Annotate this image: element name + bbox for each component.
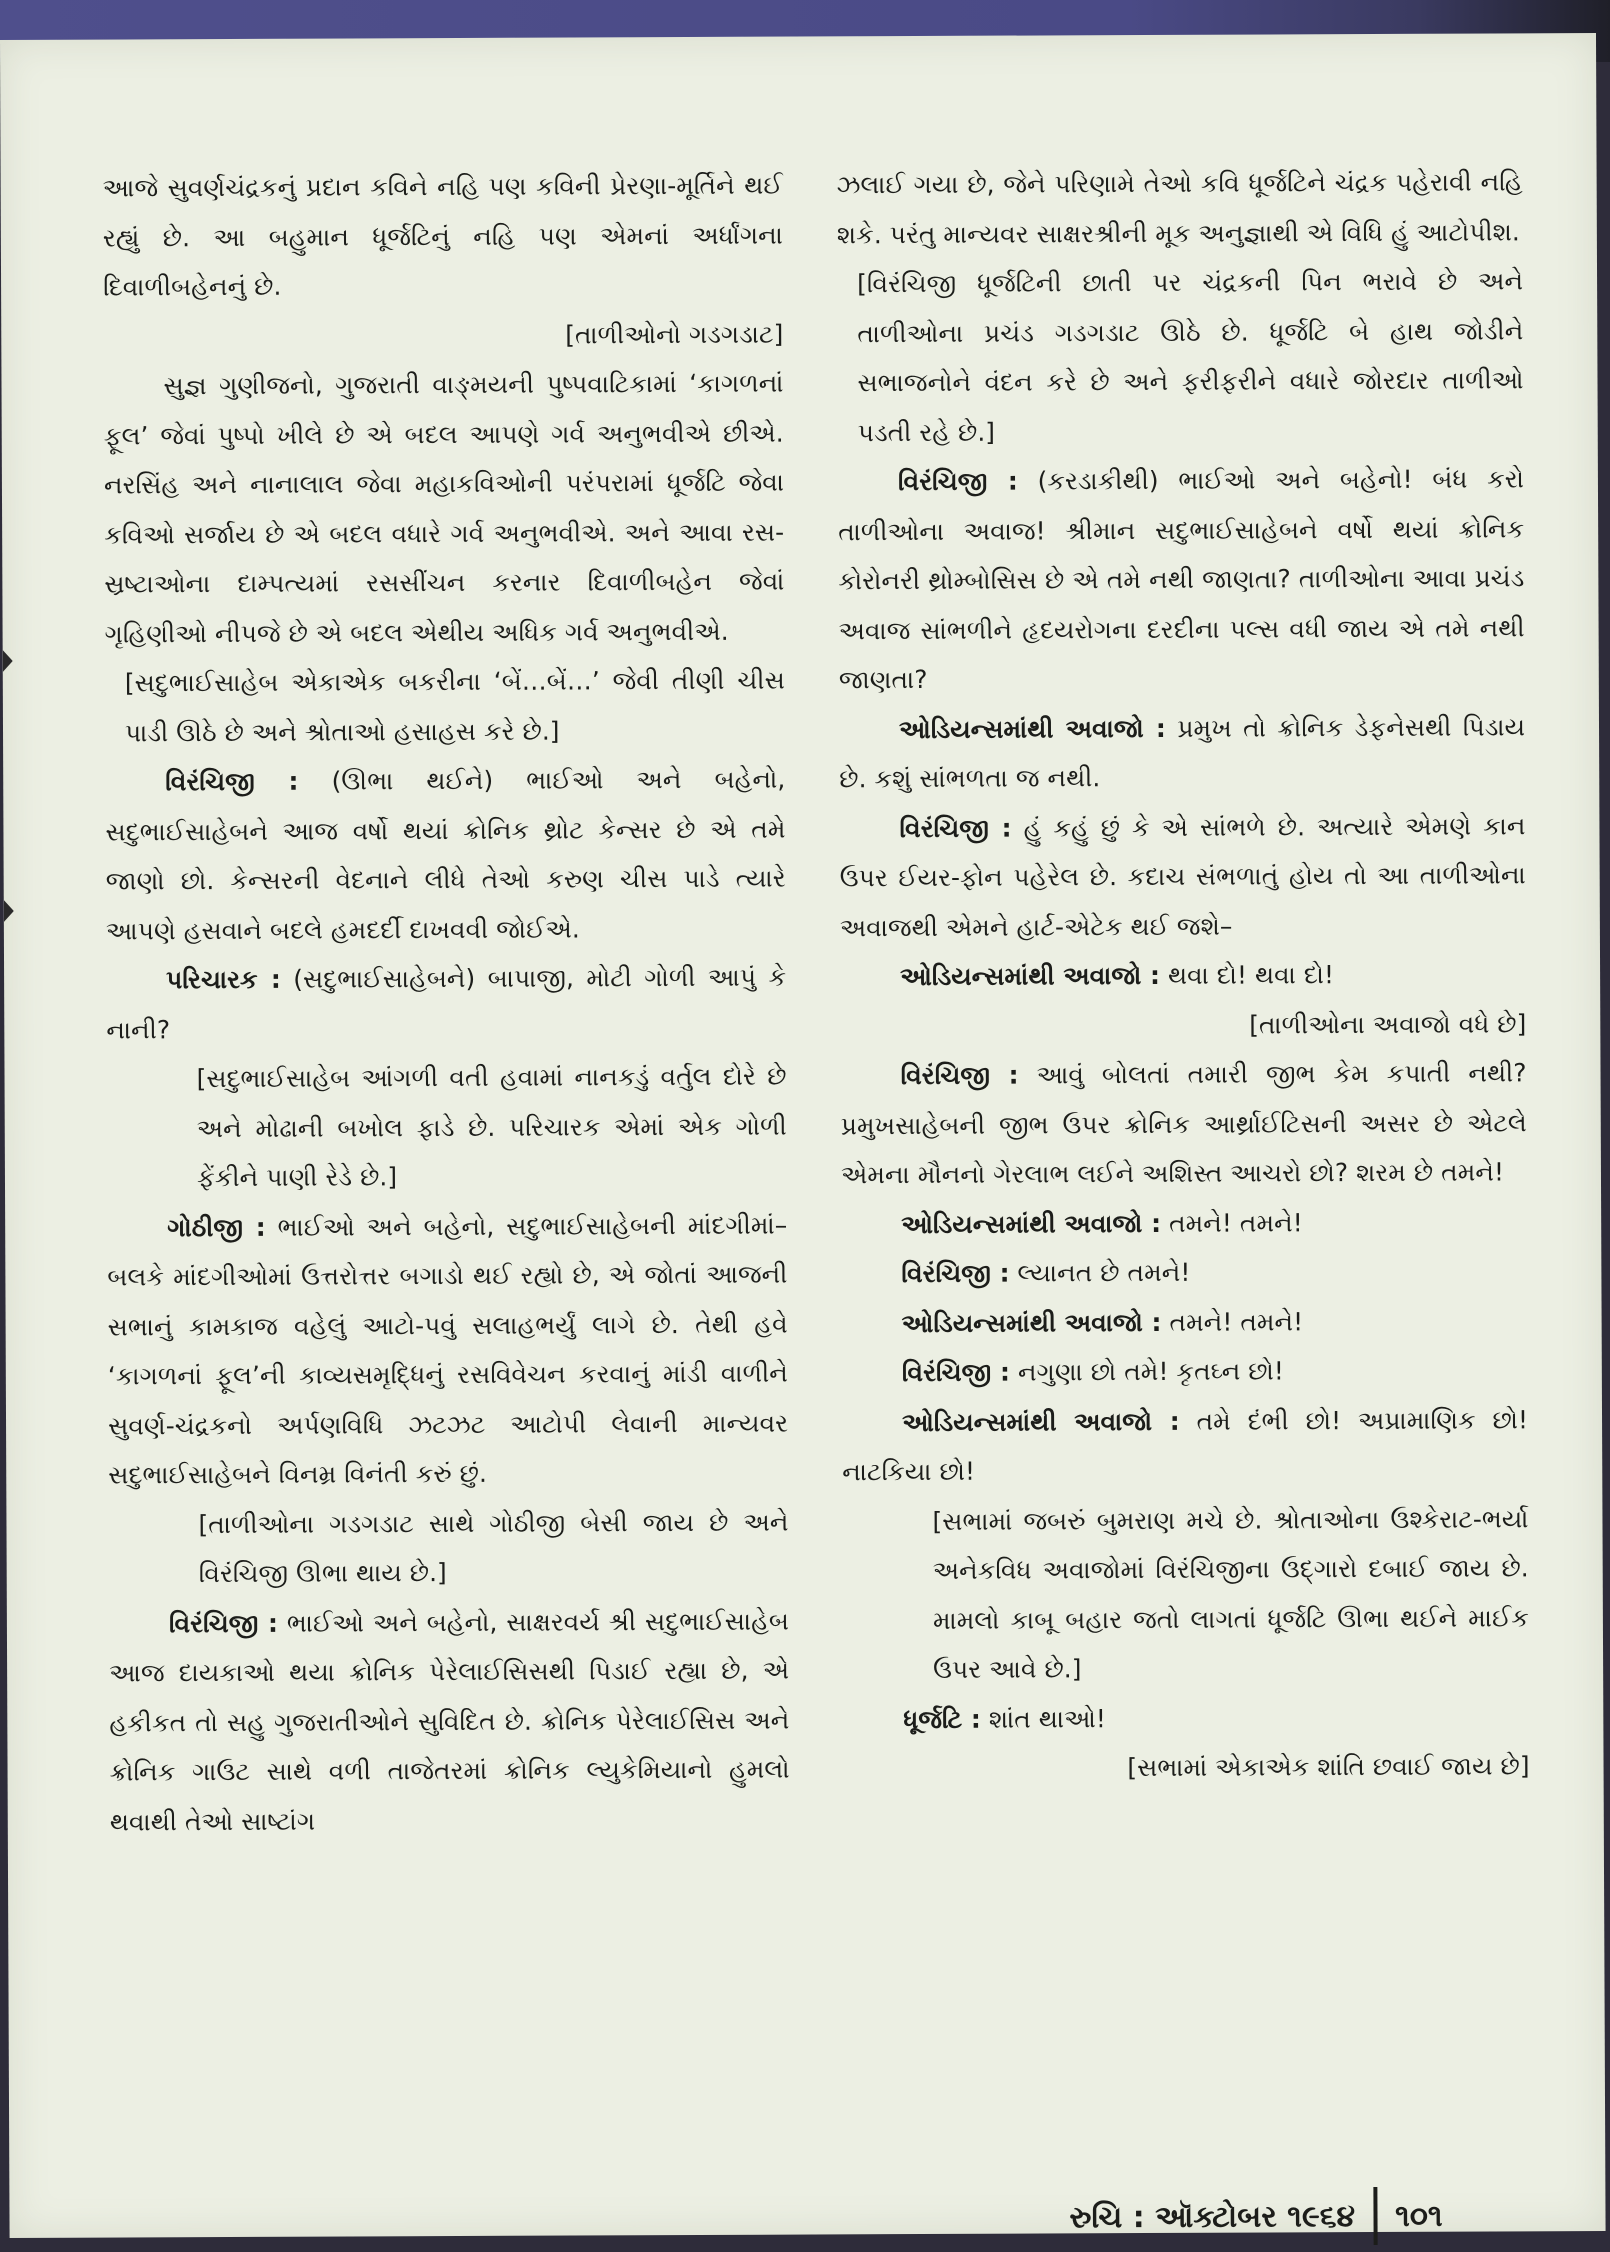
paragraph-text: ભાઈઓ અને બહેનો, સદુભાઈસાહેબની માંદગીમાં–બલકે માંદગીઓમાં ઉત્તરોત્તર બગાડો થઈ રહ્યો છે, એ જોતાં આજની સભાનું કામકાજ વહેલું આટો-પવું સલાહભર્યું લાગે છે. તેથી હવે ‘કાગળનાં ફૂલ’ની કાવ્યસમૃદ્ધિનું રસવિવેચન કરવાનું માંડી વાળીને સુવર્ણ-ચંદ્રકનો અર્પણવિધિ ઝટઝટ આટોપી લેવાની માન્યવર સદુભાઈસાહેબને વિનમ્ર વિનંતી કરું છું. bbox=[107, 1210, 789, 1490]
dialogue-paragraph bbox=[840, 949, 1526, 1001]
dialogue-paragraph bbox=[109, 1596, 790, 1846]
stage-direction: [સદુભાઈસાહેબ આંગળી વતી હવામાં નાનકડું વર્તુલ દોરે છે અને મોઢાની બખોલ ફાડે છે. પરિચારક એમાં એક ગોળી ફેંકીને પાણી રેડે છે.] bbox=[196, 1061, 787, 1193]
paragraph-text: નગુણા છો તમે! કૃતઘ્ન છો! bbox=[1009, 1356, 1284, 1387]
speaker-name: વિરંચિજી : bbox=[168, 1608, 279, 1638]
dialogue-paragraph bbox=[838, 454, 1525, 704]
speaker-name: વિરંચિજી : bbox=[901, 1357, 1011, 1388]
paragraph-text: તમને! તમને! bbox=[1161, 1207, 1303, 1238]
dialogue-paragraph bbox=[841, 1197, 1527, 1249]
speaker-name: વિરંચિજી : bbox=[900, 1060, 1019, 1091]
dialogue-paragraph bbox=[842, 1345, 1528, 1397]
speaker-name: ઓડિયન્સમાંથી અવાજો : bbox=[898, 713, 1166, 744]
dialogue-paragraph bbox=[841, 1246, 1527, 1298]
paragraph-text: સુજ્ઞ ગુણીજનો, ગુજરાતી વાઙ્‌મયની પુષ્પવાટિકામાં ‘કાગળનાં ફૂલ’ જેવાં પુષ્પો ખીલે છે એ બદલ આપણે ગર્વ અનુભવીએ છીએ. નરસિંહ અને નાનાલાલ જેવા મહાકવિઓની પરંપરામાં ધૂર્જટિ જેવા કવિઓ સર્જાય છે એ બદલ વધારે ગર્વ અનુભવીએ. અને આવા રસ-સ્રષ્ટાઓના દામ્પત્યમાં રસસીંચન કરનાર દિવાળીબહેન જેવાં ગૃહિણીઓ નીપજે છે એ બદલ એથીય અધિક ગર્વ અનુભવીએ. bbox=[103, 368, 785, 649]
dialogue-paragraph bbox=[842, 1296, 1528, 1348]
dialogue-paragraph bbox=[103, 359, 784, 659]
dialogue-paragraph bbox=[105, 755, 786, 956]
paragraph-text: પ્રમુખ તો ક્રોનિક ડેફનેસથી પિડાય છે. કશું સાંભળતા જ નથી. bbox=[839, 711, 1526, 794]
dialogue-paragraph bbox=[103, 161, 784, 312]
margin-mark bbox=[4, 900, 14, 922]
stage-direction: [સદુભાઈસાહેબ એકાએક બકરીના ‘બેં…બેં…’ જેવી તીણી ચીસ પાડી ઊઠે છે અને શ્રોતાઓ હસાહસ કરે છે.] bbox=[124, 665, 785, 747]
paragraph-text: આજે સુવર્ણચંદ્રકનું પ્રદાન કવિને નહિ પણ કવિની પ્રેરણા-મૂર્તિને થઈ રહ્યું છે. આ બહુમાન ધૂર્જટિનું નહિ પણ એમનાં અર્ધાંગના દિવાળીબહેનનું છે. bbox=[102, 170, 783, 302]
paragraph-text: લ્યાનત છે તમને! bbox=[1009, 1257, 1191, 1288]
stage-direction: [સભામાં એકાએક શાંતિ છવાઈ જાય છે] bbox=[1127, 1751, 1530, 1783]
magazine-page bbox=[0, 33, 1606, 2238]
paragraph-text: તમે દંભી છો! અપ્રામાણિક છો! નાટકિયા છો! bbox=[842, 1404, 1529, 1487]
paragraph-text: (ઊભા થઈને) ભાઈઓ અને બહેનો, સદુભાઈસાહેબને આજ વર્ષો થયાં ક્રોનિક થ્રોટ કેન્સર છે એ તમે જાણો છો. કેન્સરની વેદનાને લીધે તેઓ કરુણ ચીસ પાડે ત્યારે આપણે હસવાને બદલે હમદર્દી દાખવવી જોઈએ. bbox=[105, 764, 786, 946]
speaker-name: વિરંચિજી : bbox=[901, 1258, 1010, 1289]
dialogue-paragraph bbox=[842, 1395, 1528, 1497]
paragraph-text: આવું બોલતાં તમારી જીભ કેમ કપાતી નથી? પ્રમુખસાહેબની જીભ ઉપર ક્રોનિક આર્થ્રાઈટિસની અસર છે એટલે એમના મૌનનો ગેરલાભ લઈને અશિસ્ત આચરો છો? શરમ છે તમને! bbox=[840, 1058, 1527, 1190]
left-column bbox=[103, 161, 790, 1847]
paragraph-text: (સદુભાઈસાહેબને) બાપાજી, મોટી ગોળી આપું કે નાની? bbox=[106, 962, 787, 1045]
speaker-name: ઓડિયન્સમાંથી અવાજો : bbox=[901, 1208, 1162, 1239]
paragraph-text: ભાઈઓ અને બહેનો, સાક્ષરવર્ય શ્રી સદુભાઈસાહેબ આજ દાયકાઓ થયા ક્રોનિક પેરેલાઈસિસથી પિડાઈ રહ્યા છે, એ હકીકત તો સહુ ગુજરાતીઓને સુવિદિત છે. ક્રોનિક પેરેલાઈસિસ અને ક્રોનિક ગાઉટ સાથે વળી તાજેતરમાં ક્રોનિક લ્યુકેમિયાનો હુમલો થવાથી તેઓ સાષ્ટાંગ bbox=[109, 1606, 790, 1837]
speaker-name: ગોઠીજી : bbox=[167, 1212, 266, 1242]
stage-direction: [તાળીઓના અવાજો વધે છે] bbox=[1249, 1008, 1527, 1040]
publication-info: રુચિ : ઑક્ટોબર ૧૯૬૪ bbox=[1069, 2198, 1356, 2235]
stage-direction: [તાળીઓનો ગડગડાટ] bbox=[565, 319, 784, 350]
paragraph-text: (કરડાકીથી) ભાઈઓ અને બહેનો! બંધ કરો તાળીઓના અવાજ! શ્રીમાન સદુભાઈસાહેબને વર્ષો થયાં ક્રોનિક કોરોનરી થ્રોમ્બોસિસ છે એ તમે નથી જાણતા? તાળીઓના આવા પ્રચંડ અવાજ સાંભળીને હૃદયરોગના દરદીના પલ્સ વધી જાય એ તમે નથી જાણતા? bbox=[838, 464, 1525, 695]
paragraph-text: થવા દો! થવા દો! bbox=[1159, 960, 1335, 990]
margin-mark bbox=[3, 650, 13, 672]
page-number: ૧૦૧ bbox=[1395, 2198, 1443, 2234]
dialogue-paragraph bbox=[843, 1692, 1529, 1744]
page-footer bbox=[1069, 2186, 1442, 2248]
speaker-name: ધૂર્જટિ : bbox=[903, 1704, 981, 1734]
dialogue-paragraph bbox=[839, 702, 1525, 804]
dialogue-paragraph bbox=[107, 1200, 788, 1500]
paragraph-text: હું કહું છું કે એ સાંભળે છે. અત્યારે એમણે કાન ઉપર ઈયર-ફોન પહેરેલ છે. કદાચ સંભળાતું હોય તો આ તાળીઓના અવાજથી એમને હાર્ટ-એટેક થઈ જશે– bbox=[839, 810, 1526, 942]
speaker-name: વિરંચિજી : bbox=[899, 813, 1012, 843]
speaker-name: વિરંચિજી : bbox=[897, 466, 1018, 497]
speaker-name: પરિચારક : bbox=[166, 964, 281, 995]
speaker-name: ઓડિયન્સમાંથી અવાજો : bbox=[901, 1406, 1180, 1437]
footer-divider bbox=[1373, 2187, 1377, 2245]
dialogue-paragraph bbox=[106, 953, 786, 1055]
stage-direction: [તાળીઓના ગડગડાટ સાથે ગોઠીજી બેસી જાય છે અને વિરંચિજી ઊભા થાય છે.] bbox=[198, 1507, 789, 1589]
speaker-name: વિરંચિજી : bbox=[165, 766, 299, 797]
speaker-name: ઓડિયન્સમાંથી અવાજો : bbox=[901, 1307, 1162, 1338]
paragraph-text: તમને! તમને! bbox=[1161, 1306, 1304, 1337]
speaker-name: ઓડિયન્સમાંથી અવાજો : bbox=[900, 960, 1161, 992]
stage-direction: [વિરંચિજી ધૂર્જટિની છાતી પર ચંદ્રકની પિન ભરાવે છે અને તાળીઓના પ્રચંડ ગડગડાટ ઊઠે છે. ધૂર્જટિ બે હાથ જોડીને સભાજનોને વંદન કરે છે અને ફરીફરીને વધારે જોરદાર તાળીઓ પડતી રહે છે.] bbox=[857, 266, 1524, 447]
dialogue-paragraph bbox=[840, 1048, 1527, 1199]
paragraph-text: શાંત થાઓ! bbox=[980, 1703, 1106, 1734]
stage-direction: [સભામાં જબરું બુમરાણ મચે છે. શ્રોતાઓના ઉશ્કેરાટ-ભર્યા અનેકવિધ અવાજોમાં વિરંચિજીના ઉદ્ગારો દબાઈ જાય છે. મામલો કાબૂ બહાર જતો લાગતાં ધૂર્જટિ ઊભા થઈને માઈક ઉપર આવે છે.] bbox=[932, 1503, 1529, 1684]
dialogue-paragraph bbox=[837, 157, 1523, 259]
paragraph-text: ઝલાઈ ગયા છે, જેને પરિણામે તેઓ કવિ ધૂર્જટિને ચંદ્રક પહેરાવી નહિ શકે. પરંતુ માન્યવર સાક્ષરશ્રીની મૂક અનુજ્ઞાથી એ વિધિ હું આટોપીશ. bbox=[836, 167, 1523, 249]
right-column bbox=[837, 157, 1530, 1793]
dialogue-paragraph bbox=[839, 801, 1526, 952]
